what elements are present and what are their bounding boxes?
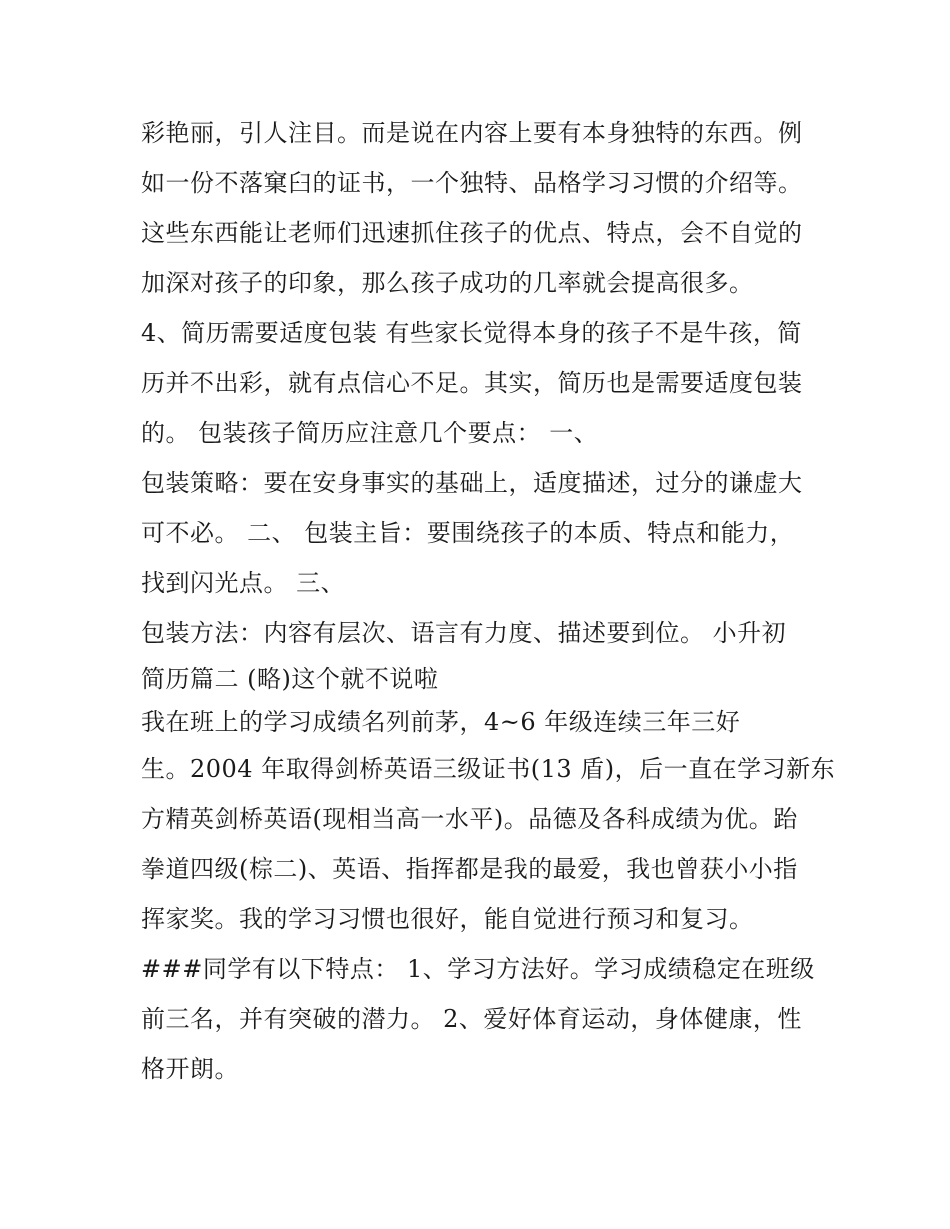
- text-line: 前三名，并有突破的潜力。 2、爱好体育运动，身体健康，性: [141, 1005, 802, 1033]
- text-line: 加深对孩子的印象，那么孩子成功的几率就会提高很多。: [141, 269, 754, 297]
- text-line: 生。2004 年取得剑桥英语三级证书(13 盾)，后一直在学习新东: [141, 755, 836, 783]
- text-line: 我在班上的学习成绩名列前茅，4~6 年级连续三年三好: [141, 708, 741, 736]
- text-line: 4、简历需要适度包装 有些家长觉得本身的孩子不是牛孩，简: [141, 319, 802, 347]
- text-line: 格开朗。: [141, 1055, 239, 1083]
- text-line: 历并不出彩，就有点信心不足。其实，简历也是需要适度包装: [141, 369, 803, 397]
- text-line: 包装方法：内容有层次、语言有力度、描述要到位。 小升初: [141, 619, 787, 647]
- text-line: 拳道四级(棕二)、英语、指挥都是我的最爱，我也曾获小小指: [141, 855, 798, 883]
- text-line: 找到闪光点。 三、: [141, 569, 346, 597]
- text-line: 彩艳丽，引人注目。而是说在内容上要有本身独特的东西。例: [141, 119, 803, 147]
- text-line: 如一份不落窠臼的证书，一个独特、品格学习习惯的介绍等。: [141, 169, 803, 197]
- text-line: 这些东西能让老师们迅速抓住孩子的优点、特点，会不自觉的: [141, 219, 803, 247]
- text-line: 的。 包装孩子简历应注意几个要点： 一、: [141, 419, 599, 447]
- text-line: 挥家奖。我的学习习惯也很好，能自觉进行预习和复习。: [141, 905, 754, 933]
- document-body: [141, 108, 836, 1094]
- text-line: 包装策略：要在安身事实的基础上，适度描述，过分的谦虚大: [141, 469, 803, 497]
- text-line: 方精英剑桥英语(现相当高一水平)。品德及各科成绩为优。跆: [141, 805, 798, 833]
- text-line: 简历篇二 (略)这个就不说啦: [141, 665, 439, 693]
- text-line: ###同学有以下特点： 1、学习方法好。学习成绩稳定在班级: [141, 955, 815, 983]
- text-line: 可不必。 二、 包装主旨：要围绕孩子的本质、特点和能力，: [141, 519, 795, 547]
